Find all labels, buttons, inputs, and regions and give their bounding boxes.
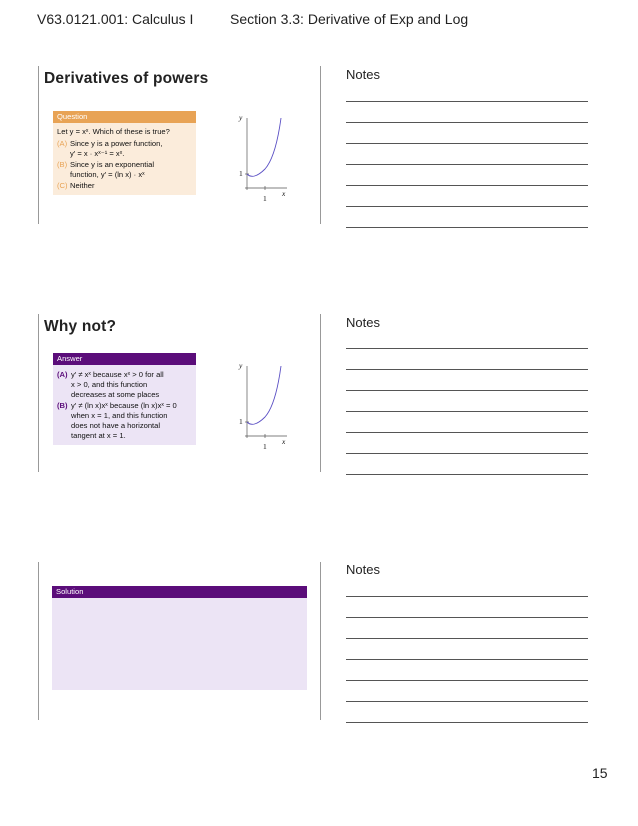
x-tick-label: 1 [263, 442, 267, 451]
option-letter: (A) [57, 370, 68, 379]
question-intro: Let y = xˣ. Which of these is true? [57, 127, 170, 136]
note-line [346, 680, 588, 681]
option-text: decreases at some places [71, 390, 160, 399]
option-b [57, 160, 192, 180]
answer-box [53, 353, 196, 445]
curve [247, 366, 281, 424]
note-line [346, 348, 588, 349]
option-a [57, 139, 192, 159]
curve [247, 118, 281, 176]
option-letter: (A) [57, 139, 68, 148]
option-text: Neither [70, 181, 95, 190]
option-text: Since y is an exponential [70, 160, 155, 169]
option-text: y′ ≠ xˣ because xˣ > 0 for all [71, 370, 164, 379]
slide-title: Derivatives of powers [44, 70, 209, 87]
note-line [346, 227, 588, 228]
question-box [53, 111, 196, 195]
slide-solution [38, 562, 321, 720]
note-line [346, 596, 588, 597]
note-line [346, 411, 588, 412]
y-axis-label: y [239, 361, 243, 370]
notes-label: Notes [346, 315, 380, 330]
note-line [346, 206, 588, 207]
y-axis-label: y [239, 113, 243, 122]
option-letter: (B) [57, 401, 68, 410]
option-text: y′ = x · xˣ⁻¹ = xˣ. [70, 149, 125, 158]
note-line [346, 722, 588, 723]
option-text: x > 0, and this function [71, 380, 148, 389]
option-text: tangent at x = 1. [71, 431, 126, 440]
note-line [346, 143, 588, 144]
slide-why-not [38, 314, 321, 472]
notes-label: Notes [346, 67, 380, 82]
answer-box-label: Answer [53, 353, 196, 365]
note-line [346, 185, 588, 186]
solution-box [52, 586, 307, 690]
note-line [346, 122, 588, 123]
note-line [346, 369, 588, 370]
note-line [346, 474, 588, 475]
note-line [346, 164, 588, 165]
note-line [346, 638, 588, 639]
option-c [57, 181, 192, 191]
course-header: V63.0121.001: Calculus I [37, 11, 194, 27]
option-text: y′ ≠ (ln x)xˣ because (ln x)xˣ = 0 [71, 401, 177, 410]
graph-x-to-the-x [229, 110, 289, 206]
y-tick-label: 1 [239, 417, 243, 426]
option-letter: (B) [57, 160, 68, 169]
option-text: function, y′ = (ln x) · xˣ [70, 170, 145, 179]
solution-body [52, 598, 307, 690]
option-letter: (C) [57, 181, 68, 190]
note-line [346, 453, 588, 454]
question-box-label: Question [53, 111, 196, 123]
note-line [346, 101, 588, 102]
option-a [57, 370, 192, 400]
note-line [346, 701, 588, 702]
x-axis-label: x [282, 437, 286, 446]
option-text: when x = 1, and this function [71, 411, 168, 420]
note-line [346, 390, 588, 391]
x-axis-label: x [282, 189, 286, 198]
notes-label: Notes [346, 562, 380, 577]
slide-derivatives-of-powers [38, 66, 321, 224]
graph-x-to-the-x [229, 358, 289, 454]
page-number: 15 [592, 765, 608, 781]
note-line [346, 432, 588, 433]
slide-title: Why not? [44, 318, 117, 335]
option-b [57, 401, 192, 441]
note-line [346, 617, 588, 618]
x-tick-label: 1 [263, 194, 267, 203]
solution-box-label: Solution [52, 586, 307, 598]
section-header: Section 3.3: Derivative of Exp and Log [230, 11, 469, 27]
note-line [346, 659, 588, 660]
y-tick-label: 1 [239, 169, 243, 178]
option-text: Since y is a power function, [70, 139, 163, 148]
option-text: does not have a horizontal [71, 421, 161, 430]
